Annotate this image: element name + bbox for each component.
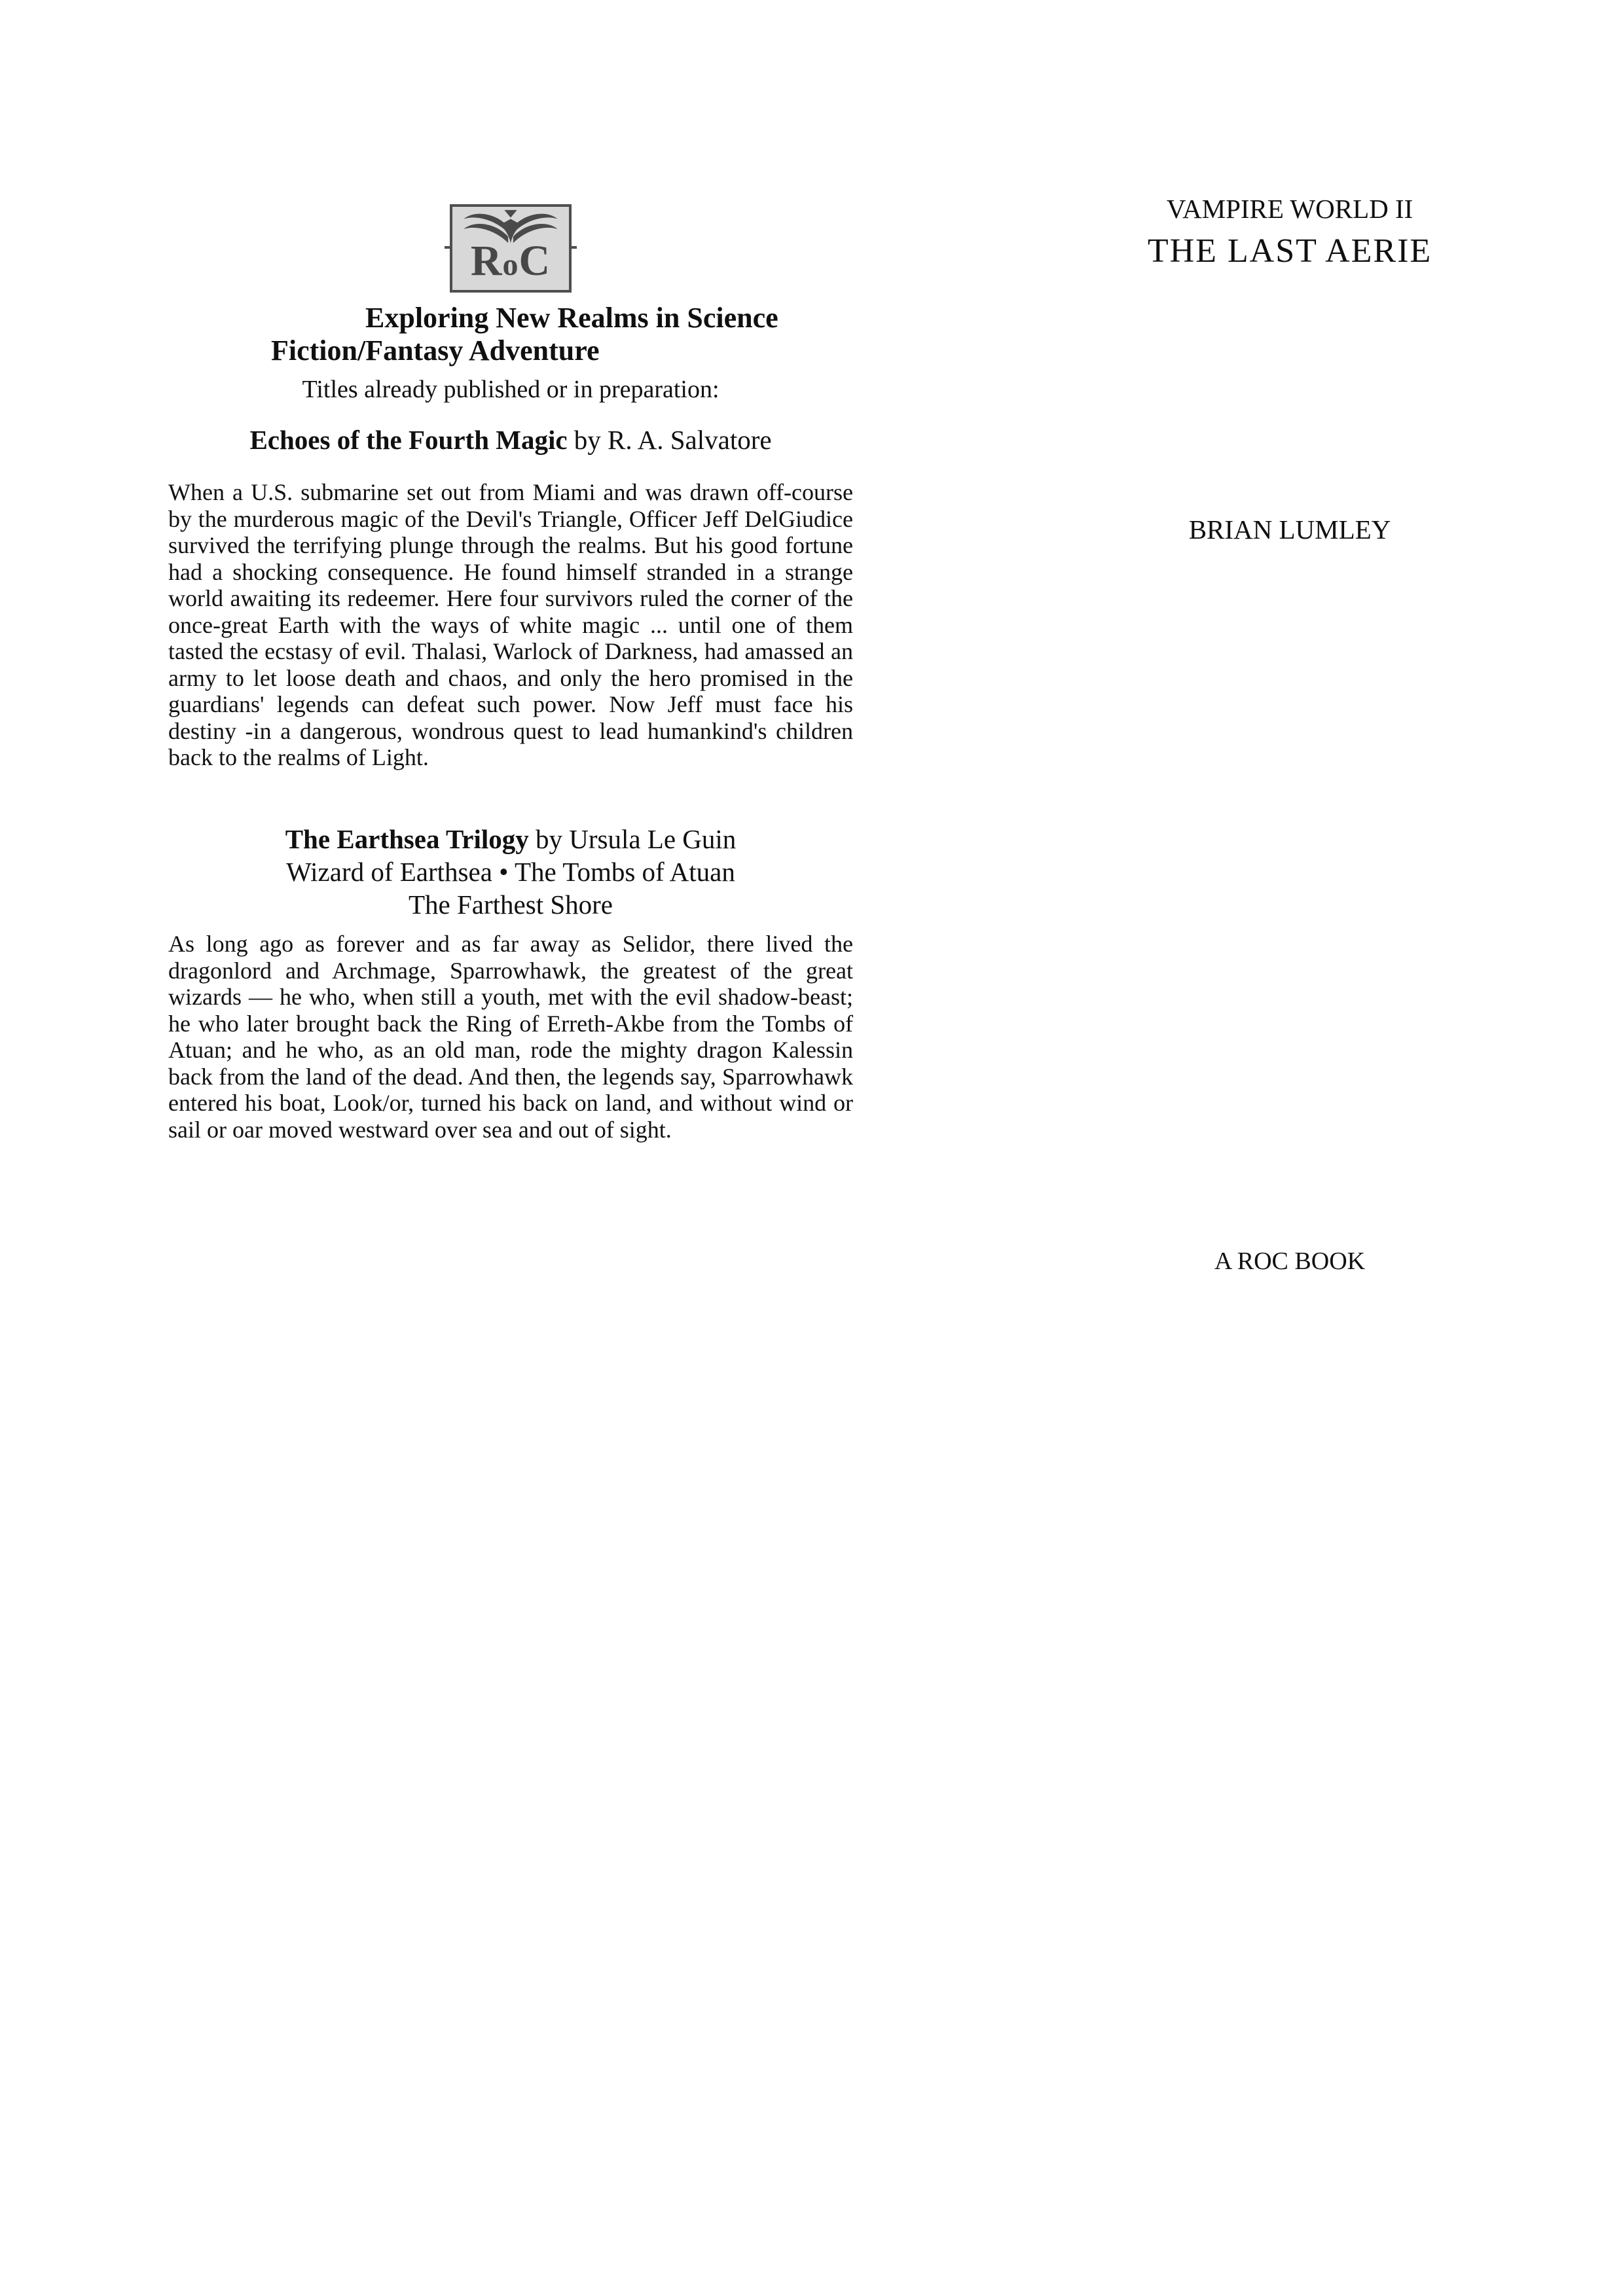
book-main-title: THE LAST AERIE <box>1147 232 1432 270</box>
author-name: BRIAN LUMLEY <box>1188 514 1391 545</box>
earthsea-volumes-line-2: The Farthest Shore <box>409 889 613 920</box>
imprint-label: A ROC BOOK <box>1214 1247 1366 1275</box>
logo-left-tick <box>445 246 451 249</box>
logo-right-tick <box>570 246 577 249</box>
series-title: VAMPIRE WORLD II <box>1166 194 1413 224</box>
titles-list-intro: Titles already published or in preparation: <box>302 376 720 403</box>
roc-letter-r: R <box>470 237 503 285</box>
roc-logo-text <box>452 237 569 285</box>
book-byline-earthsea: by Ursula Le Guin <box>528 824 737 854</box>
book-description-echoes: When a U.S. submarine set out from Miami and was drawn off-course by the murderous magic of the Devil's Triangle, Officer Jeff DelGiudice survived the terrifying plunge through the realms. But his good fortune had a shocking consequence. He found himself stranded in a strange world awaiting its redeemer. Here four survivors ruled the corner of the once-great Earth with the ways of white magic ... until one of them tasted the ecstasy of evil. Thalasi, Warlock of Darkness, had amassed an army to let loose death and chaos, and only the hero promised in the guardians' legends can defeat such power. Now Jeff must face his destiny -in a dangerous, wondrous quest to lead humankind's children back to the realms of Light. <box>168 479 853 770</box>
book-title-earthsea: The Earthsea Trilogy <box>285 824 529 854</box>
tagline-line-1: Exploring New Realms in Science <box>365 302 778 334</box>
book-heading-earthsea <box>168 823 853 921</box>
earthsea-volumes-line-1: Wizard of Earthsea • The Tombs of Atuan <box>286 857 735 887</box>
book-description-earthsea: As long ago as forever and as far away as Selidor, there lived the dragonlord and Archmage, Sparrowhawk, the greatest of the great wizards — he who, when still a youth, met with the evil shadow-beast; he who later brought back the Ring of Erreth-Akbe from the Tombs of Atuan; and he who, as an old man, rode the mighty dragon Kalessin back from the land of the dead. And then, the legends say, Sparrowhawk entered his boat, Look/or, turned his back on land, and without wind or sail or oar moved westward over sea and out of sight. <box>168 931 853 1143</box>
title-page-column <box>1074 0 1506 2296</box>
book-byline-echoes: by R. A. Salvatore <box>567 425 772 455</box>
roc-letter-o: o <box>502 247 519 282</box>
roc-logo <box>450 204 572 293</box>
book-title-echoes: Echoes of the Fourth Magic <box>249 425 568 455</box>
book-heading-echoes <box>168 427 853 454</box>
tagline-line-2: Fiction/Fantasy Adventure <box>271 334 600 367</box>
roc-letter-c: C <box>519 237 551 285</box>
book-title-line-earthsea <box>168 823 853 855</box>
